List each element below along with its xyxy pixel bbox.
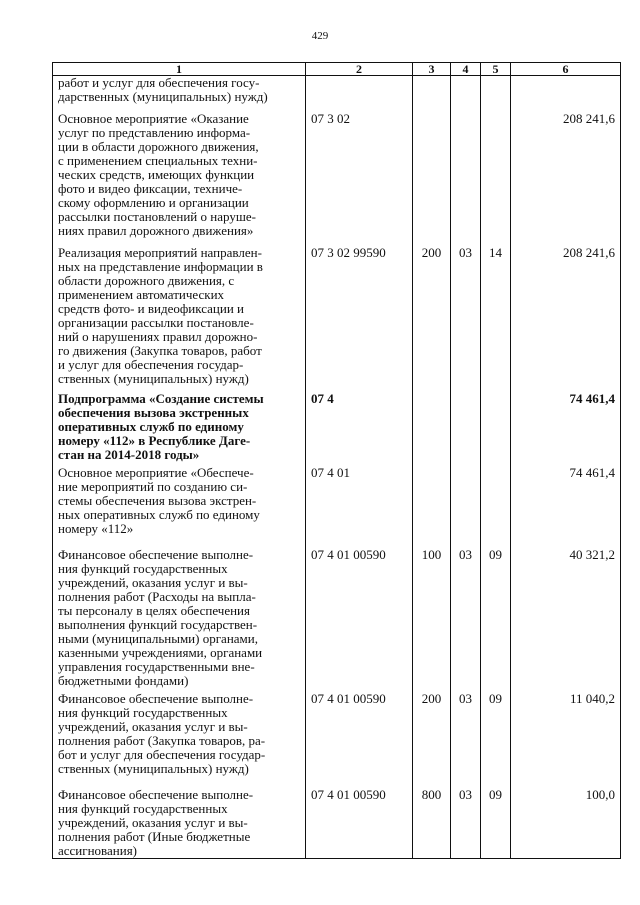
table-row (53, 784, 621, 859)
row-label: работ и услуг для обеспечения госу- дарственных (муниципальных) нужд) (53, 76, 306, 108)
subsection-code: 14 (481, 242, 511, 388)
amount: 40 321,2 (511, 544, 621, 688)
table-header-row (53, 63, 621, 76)
section-code: 03 (451, 688, 481, 784)
subsection-code (481, 108, 511, 242)
section-code: 03 (451, 544, 481, 688)
budget-code: 07 4 01 00590 (306, 784, 413, 859)
amount: 74 461,4 (511, 462, 621, 544)
expense-type: 200 (413, 688, 451, 784)
expense-type: 200 (413, 242, 451, 388)
subsection-code: 09 (481, 784, 511, 859)
budget-code: 07 3 02 99590 (306, 242, 413, 388)
table-row (53, 242, 621, 388)
amount: 208 241,6 (511, 242, 621, 388)
section-code (451, 108, 481, 242)
column-header: 6 (511, 63, 621, 76)
column-header: 2 (306, 63, 413, 76)
row-label: Финансовое обеспечение выполне- ния функций государственных учреждений, оказания услуг и вы- полнения работ (Закупка товаров, ра- бот и услуг для обеспечения государ- ственных (муниципальных) нужд) (53, 688, 306, 784)
column-header: 4 (451, 63, 481, 76)
budget-table (52, 62, 621, 859)
amount: 11 040,2 (511, 688, 621, 784)
table-row (53, 688, 621, 784)
row-label: Основное мероприятие «Обеспече- ние мероприятий по созданию си- стемы обеспечения вызова экстрен- ных оперативных служб по единому номеру «112» (53, 462, 306, 544)
subsection-code (481, 462, 511, 544)
section-code (451, 76, 481, 108)
expense-type: 100 (413, 544, 451, 688)
column-header: 5 (481, 63, 511, 76)
subsection-code: 09 (481, 544, 511, 688)
row-label: Финансовое обеспечение выполне- ния функций государственных учреждений, оказания услуг и вы- полнения работ (Расходы на выпла- ты персоналу в целях обеспечения выполнения функций государствен- ными (муниципальными) органами, казенными учреждениями, органами управления государственными вне- бюджетными фондами) (53, 544, 306, 688)
table-row (53, 462, 621, 544)
row-label: Подпрограмма «Создание системы обеспечения вызова экстренных оперативных служб по единому номеру «112» в Республике Даге- стан на 2014-2018 годы» (53, 388, 306, 462)
table-row (53, 544, 621, 688)
expense-type (413, 462, 451, 544)
subsection-code (481, 76, 511, 108)
table-body (53, 76, 621, 859)
column-header: 3 (413, 63, 451, 76)
section-code: 03 (451, 784, 481, 859)
row-label: Реализация мероприятий направлен- ных на представление информации в области дорожного движения, с применением автоматических средств фото- и видеофиксации и организации рассылки постановле- ний о нарушениях правил дорожно- го движения (Закупка товаров, работ и услуг для обеспечения государ- ственных (муниципальных) нужд) (53, 242, 306, 388)
budget-code: 07 4 01 00590 (306, 688, 413, 784)
budget-code: 07 4 01 00590 (306, 544, 413, 688)
subsection-code (481, 388, 511, 462)
section-code: 03 (451, 242, 481, 388)
budget-code: 07 4 01 (306, 462, 413, 544)
expense-type (413, 76, 451, 108)
table-row (53, 388, 621, 462)
amount: 100,0 (511, 784, 621, 859)
amount (511, 76, 621, 108)
expense-type (413, 388, 451, 462)
expense-type (413, 108, 451, 242)
table-row (53, 108, 621, 242)
budget-code: 07 4 (306, 388, 413, 462)
row-label: Основное мероприятие «Оказание услуг по представлению информа- ции в области дорожного движения, с применением специальных техни- ческих средств, имеющих функции фото и видео фиксации, техниче- скому оформлению и организации рассылки постановлений о наруше- ниях правил дорожного движения» (53, 108, 306, 242)
subsection-code: 09 (481, 688, 511, 784)
section-code (451, 388, 481, 462)
section-code (451, 462, 481, 544)
amount: 74 461,4 (511, 388, 621, 462)
page-number: 429 (311, 30, 329, 42)
amount: 208 241,6 (511, 108, 621, 242)
expense-type: 800 (413, 784, 451, 859)
table-row (53, 76, 621, 108)
row-label: Финансовое обеспечение выполне- ния функций государственных учреждений, оказания услуг и вы- полнения работ (Иные бюджетные ассигнования) (53, 784, 306, 859)
budget-code: 07 3 02 (306, 108, 413, 242)
column-header: 1 (53, 63, 306, 76)
budget-code (306, 76, 413, 108)
